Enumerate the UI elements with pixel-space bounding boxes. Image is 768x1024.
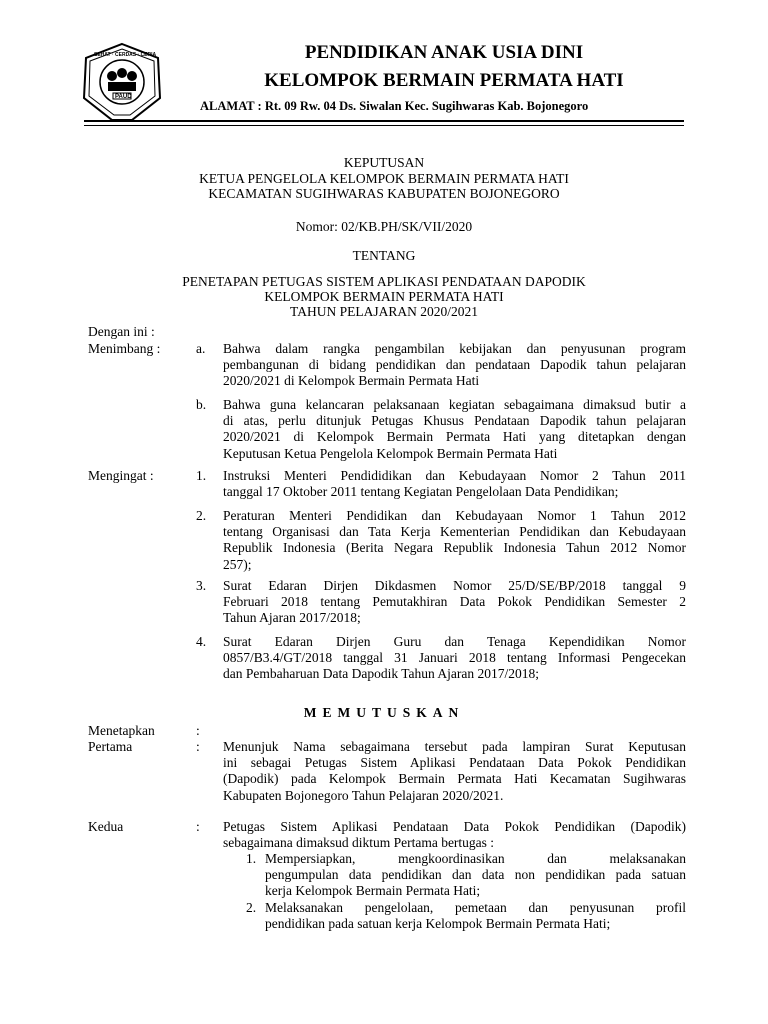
- header-rule-thick: [84, 120, 684, 122]
- text-line: 2020/2021 di Kelompok Bermain Permata Hati: [223, 373, 480, 389]
- title-line-3: KECAMATAN SUGIHWARAS KABUPATEN BOJONEGORO: [208, 186, 560, 201]
- menimbang-label: Menimbang :: [88, 341, 161, 356]
- kedua-colon: :: [196, 819, 200, 834]
- dengan-ini-label: Dengan ini :: [88, 324, 155, 339]
- text-line: Instruksi Menteri Pendididikan dan Kebudayaan Nomor 2 Tahun 2011: [223, 468, 686, 483]
- text-line: Tahun Ajaran 2017/2018;: [223, 610, 361, 626]
- menetapkan-label: Menetapkan: [88, 723, 155, 738]
- mengingat-mark-1: 1.: [196, 468, 207, 483]
- mengingat-mark-3: 3.: [196, 578, 207, 593]
- text-line: Surat Edaran Dirjen Guru dan Tenaga Kependidikan Nomor: [223, 634, 686, 649]
- mengingat-item-2: [223, 508, 686, 573]
- text-line: 257);: [223, 556, 252, 572]
- text-line: di atas, perlu ditunjuk Petugas Khusus Pendataan Dapodik tahun pelajaran: [223, 413, 686, 429]
- title-tentang: TENTANG: [352, 248, 416, 263]
- menetapkan-colon: :: [196, 723, 200, 738]
- menimbang-mark-b: b.: [196, 397, 207, 412]
- title-subject-2: KELOMPOK BERMAIN PERMATA HATI: [264, 289, 504, 304]
- kedua-item-1: [265, 851, 686, 900]
- text-line: tanggal 17 Oktober 2011 tentang Kegiatan Pengelolaan Data Pendidikan;: [223, 484, 619, 500]
- header-rule-thin: [84, 125, 684, 126]
- text-line: Melaksanakan pengelolaan, pemetaan dan penyusunan profil: [265, 900, 686, 915]
- text-line: 0857/B3.4/GT/2018 tanggal 31 Januari 2018 tentang Informasi Pengecekan: [223, 650, 686, 666]
- pertama-colon: :: [196, 739, 200, 754]
- text-line: pengumpulan data pendidikan dan data non pendidikan pada satuan: [265, 867, 686, 883]
- pertama-text: [223, 739, 686, 804]
- header-line-1: PENDIDIKAN ANAK USIA DINI: [304, 42, 584, 63]
- title-nomor: Nomor: 02/KB.PH/SK/VII/2020: [295, 219, 473, 234]
- text-line: Surat Edaran Dirjen Dikdasmen Nomor 25/D/SE/BP/2018 tanggal 9: [223, 578, 686, 593]
- text-line: Republik Indonesia (Berita Negara Republik Indonesia Tahun 2012 Nomor: [223, 540, 686, 556]
- logo-ring-text: SEHAT · CERDAS · CERIA: [94, 52, 157, 58]
- text-line: Februari 2018 tentang Pemutakhiran Data Pokok Pendidikan Semester 2: [223, 594, 686, 610]
- text-line: Peraturan Menteri Pendidikan dan Kebudayaan Nomor 1 Tahun 2012: [223, 508, 686, 523]
- text-line: (Dapodik) pada Kelompok Bermain Permata Hati Kecamatan Sugihwaras: [223, 771, 686, 787]
- menimbang-mark-a: a.: [196, 341, 206, 356]
- kedua-mark-1: 1.: [246, 851, 257, 866]
- text-line: Bahwa guna kelancaran pelaksanaan kegiatan sebagaimana dimaksud butir a: [223, 397, 686, 412]
- logo-paud-text: PAUD: [115, 94, 132, 100]
- kedua-mark-2: 2.: [246, 900, 257, 915]
- text-line: Mempersiapkan, mengkoordinasikan dan melaksanakan: [265, 851, 686, 866]
- mengingat-label: Mengingat :: [88, 468, 154, 483]
- mengingat-item-4: [223, 634, 686, 683]
- text-line: Bahwa dalam rangka pengambilan kebijakan dan penyusunan program: [223, 341, 686, 356]
- mengingat-mark-2: 2.: [196, 508, 207, 523]
- text-line: sebagaimana dimaksud diktum Pertama bertugas :: [223, 835, 495, 851]
- mengingat-item-3: [223, 578, 686, 627]
- title-subject-3: TAHUN PELAJARAN 2020/2021: [290, 304, 478, 319]
- text-line: Kabupaten Bojonegoro Tahun Pelajaran 2020/2021.: [223, 787, 504, 803]
- kedua-label: Kedua: [88, 819, 124, 834]
- text-line: Petugas Sistem Aplikasi Pendataan Data Pokok Pendidikan (Dapodik): [223, 819, 686, 834]
- text-line: 2020/2021 di Kelompok Bermain Permata Hati yang ditetapkan dengan: [223, 429, 686, 445]
- text-line: tentang Organisasi dan Tata Kerja Kementerian Pendidikan dan Kebudayaan: [223, 524, 686, 540]
- header-address: ALAMAT : Rt. 09 Rw. 04 Ds. Siwalan Kec. Sugihwaras Kab. Bojonegoro: [200, 99, 589, 113]
- text-line: pendidikan pada satuan kerja Kelompok Bermain Permata Hati;: [265, 916, 611, 932]
- title-keputusan: KEPUTUSAN: [343, 155, 425, 170]
- pertama-label: Pertama: [88, 739, 133, 754]
- title-line-2: KETUA PENGELOLA KELOMPOK BERMAIN PERMATA HATI: [199, 171, 569, 186]
- title-subject-1: PENETAPAN PETUGAS SISTEM APLIKASI PENDATAAN DAPODIK: [182, 274, 586, 289]
- text-line: kerja Kelompok Bermain Permata Hati;: [265, 883, 481, 899]
- text-line: dan Pembaharuan Data Dapodik Tahun Ajaran 2017/2018;: [223, 666, 539, 682]
- mengingat-mark-4: 4.: [196, 634, 207, 649]
- kedua-item-2: [265, 900, 686, 932]
- text-line: Keputusan Ketua Pengelola Kelompok Bermain Permata Hati: [223, 445, 558, 461]
- kedua-text: [223, 819, 686, 851]
- menimbang-item-a: [223, 341, 686, 390]
- memutuskan-heading: MEMUTUSKAN: [303, 705, 465, 720]
- text-line: ini sebagai Petugas Sistem Aplikasi Pendataan Data Pokok Pendidikan: [223, 755, 686, 771]
- text-line: pembangunan di bidang pendidikan dan pendataan Dapodik tahun pelajaran: [223, 357, 686, 373]
- header-line-2: KELOMPOK BERMAIN PERMATA HATI: [264, 70, 624, 91]
- menimbang-item-b: [223, 397, 686, 462]
- text-line: Menunjuk Nama sebagaimana tersebut pada lampiran Surat Keputusan: [223, 739, 686, 754]
- mengingat-item-1: [223, 468, 686, 500]
